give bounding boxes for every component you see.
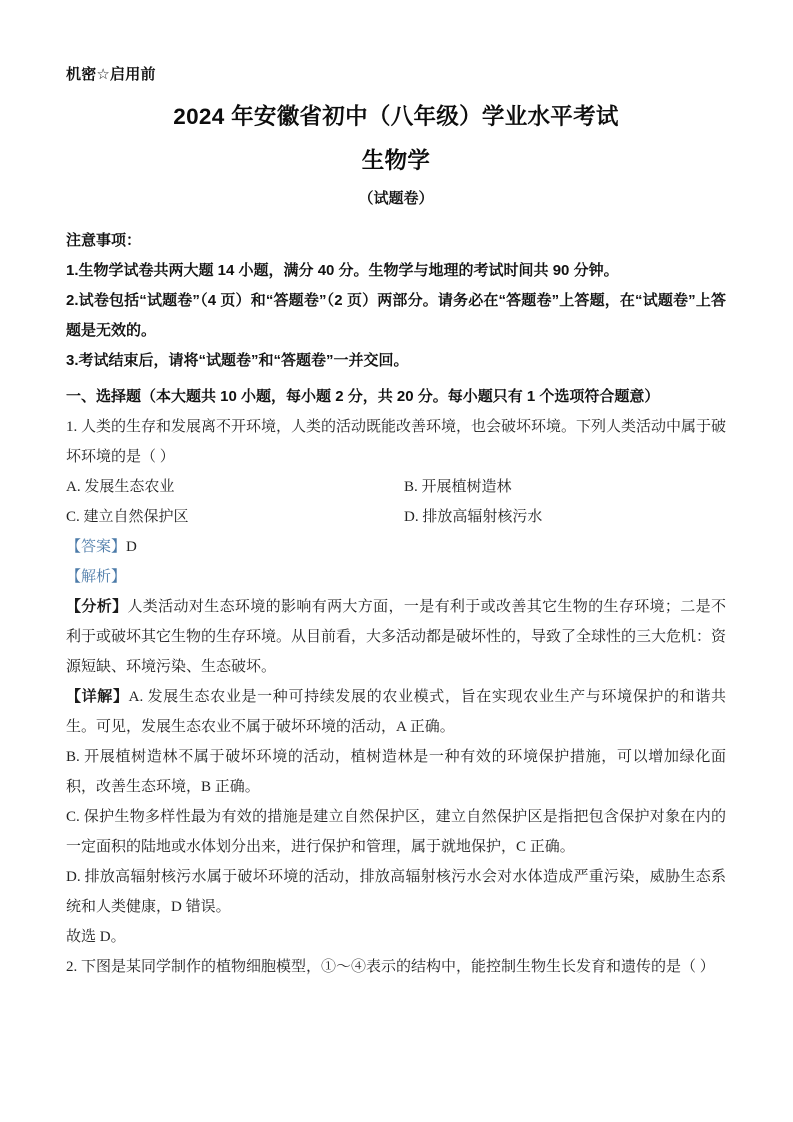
answer-value: D xyxy=(126,539,137,555)
question-1-detail-d: D. 排放高辐射核污水属于破坏环境的活动，排放高辐射核污水会对水体造成严重污染，威胁生态系统和人类健康，D 错误。 xyxy=(66,869,726,915)
answer-tag: 【答案】 xyxy=(66,539,127,555)
question-1-option-c[interactable]: C. 建立自然保护区 xyxy=(66,509,189,525)
question-block-1 xyxy=(66,412,726,952)
confidential-notice: 机密☆启用前 xyxy=(66,66,156,83)
analysis-tag: 【分析】 xyxy=(66,599,128,615)
question-1-answer xyxy=(66,532,726,562)
page-content xyxy=(66,64,726,982)
question-1-detail-c: C. 保护生物多样性最为有效的措施是建立自然保护区，建立自然保护区是指把包含保护对象在内的一定面积的陆地或水体划分出来，进行保护和管理，属于就地保护，C 正确。 xyxy=(66,809,726,855)
detail-paragraph-a: A. 发展生态农业是一种可持续发展的农业模式，旨在实现农业生产与环境保护的和谐共生。可见，发展生态农业不属于破坏环境的活动，A 正确。 xyxy=(66,689,726,735)
note-item-1: 1.生物学试卷共两大题 14 小题，满分 40 分。生物学与地理的考试时间共 90 分钟。 xyxy=(66,262,619,279)
notes-heading: 注意事项： xyxy=(66,232,142,249)
question-1-option-d[interactable]: D. 排放高辐射核污水 xyxy=(404,509,543,525)
exam-subject: 生物学 xyxy=(361,148,431,173)
exam-paper-type: （试题卷） xyxy=(358,190,434,207)
exam-title: 2024 年安徽省初中（八年级）学业水平考试 xyxy=(173,104,619,129)
question-1-detail-b: B. 开展植树造林不属于破坏环境的活动，植树造林是一种有效的环境保护措施，可以增加绿化面积，改善生态环境，B 正确。 xyxy=(66,749,726,795)
note-item-2: 2.试卷包括“试题卷”（4 页）和“答题卷”（2 页）两部分。请务必在“答题卷”上答题，在“试题卷”上答题是无效的。 xyxy=(66,292,726,339)
analysis-text: 人类活动对生态环境的影响有两大方面，一是有利于或改善其它生物的生存环境；二是不利于或破坏其它生物的生存环境。从目前看，大多活动都是破坏性的，导致了全球性的三大危机：资源短缺、环境污染、生态破坏。 xyxy=(66,599,727,675)
question-block-2 xyxy=(66,952,726,982)
exam-notes xyxy=(66,226,726,376)
question-2-stem: 2. 下图是某同学制作的植物细胞模型，①～④表示的结构中，能控制生物生长发育和遗传的是（ ） xyxy=(66,959,715,975)
question-1-stem: 1. 人类的生存和发展离不开环境，人类的活动既能改善环境，也会破坏环境。下列人类活动中属于破坏环境的是（ ） xyxy=(66,419,727,465)
question-1-analysis xyxy=(66,592,726,682)
section-heading-multiple-choice: 一、选择题（本大题共 10 小题，每小题 2 分，共 20 分。每小题只有 1 个选项符合题意） xyxy=(66,388,660,405)
question-1-detail-a xyxy=(66,682,726,742)
question-1-conclusion: 故选 D。 xyxy=(66,929,126,945)
note-item-3: 3.考试结束后，请将“试题卷”和“答题卷”一并交回。 xyxy=(66,352,409,369)
question-1-options xyxy=(66,472,726,532)
question-1-explanation-tag-line xyxy=(66,562,726,592)
detail-tag: 【详解】 xyxy=(66,689,129,705)
explanation-tag: 【解析】 xyxy=(66,569,127,585)
question-1-option-b[interactable]: B. 开展植树造林 xyxy=(404,479,512,495)
question-1-option-a[interactable]: A. 发展生态农业 xyxy=(66,479,175,495)
